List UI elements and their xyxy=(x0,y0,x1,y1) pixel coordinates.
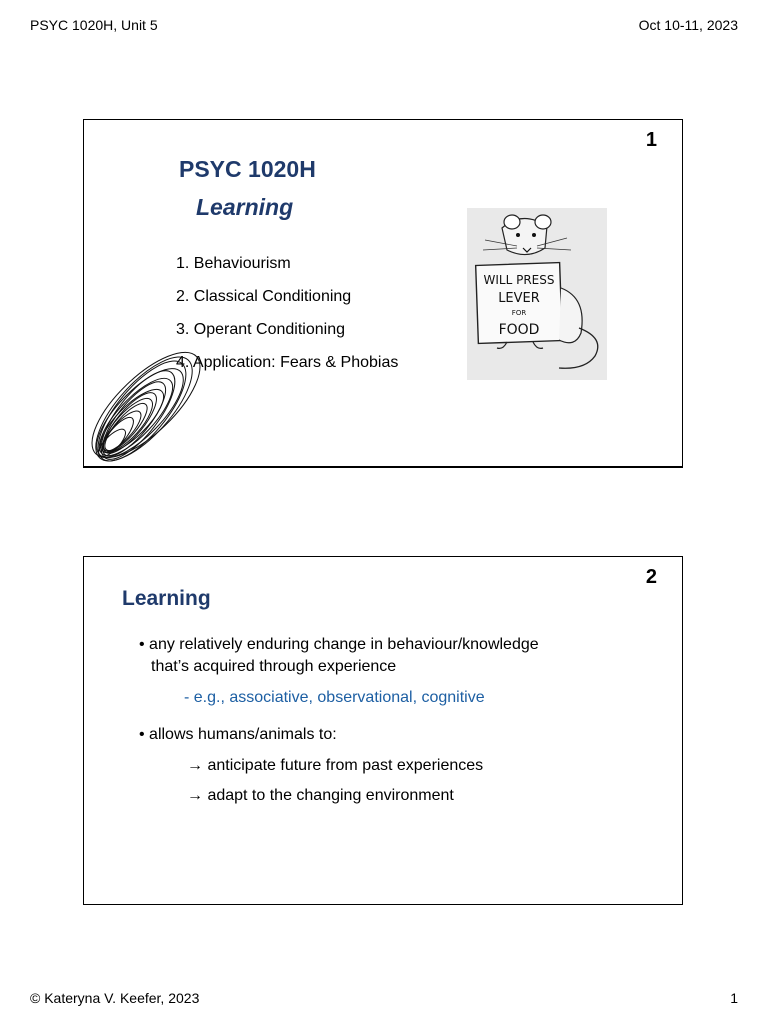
slide-number: 2 xyxy=(645,566,657,588)
list-item: 3. Operant Conditioning xyxy=(176,321,345,338)
bullet-text: • any relatively enduring change in behaviour/knowledge xyxy=(139,636,539,653)
bullet-text-continued: that’s acquired through experience xyxy=(151,658,397,675)
sign-line: WILL PRESS xyxy=(483,273,555,287)
slide-title: PSYC 1020H xyxy=(179,156,316,182)
list-item: 1. Behaviourism xyxy=(176,255,291,272)
sign-line: FOR xyxy=(511,309,527,317)
copyright-footer: © Kateryna V. Keefer, 2023 xyxy=(30,990,200,1006)
sign-line: FOOD xyxy=(498,322,540,338)
example-text: - e.g., associative, observational, cognitive xyxy=(184,689,485,706)
slide-number: 1 xyxy=(645,129,657,151)
slide-1 xyxy=(83,119,683,468)
arrow-point: → adapt to the changing environment xyxy=(187,787,454,804)
sign-line: LEVER xyxy=(498,291,540,306)
rat-sign-illustration xyxy=(467,208,607,380)
page-number: 1 xyxy=(730,990,738,1006)
bullet-purpose: • allows humans/animals to: xyxy=(139,726,337,743)
pen-scribble-mark xyxy=(82,335,227,475)
arrow-point: → anticipate future from past experiences xyxy=(187,757,484,774)
list-item: 2. Classical Conditioning xyxy=(176,288,352,305)
slide-2 xyxy=(83,556,683,905)
bullet-definition xyxy=(139,634,639,678)
slide-title: Learning xyxy=(122,587,211,610)
list-item: 4. Application: Fears & Phobias xyxy=(176,354,399,371)
page-header-left: PSYC 1020H, Unit 5 xyxy=(30,17,158,33)
page-header-right: Oct 10-11, 2023 xyxy=(638,17,738,33)
slide-subtitle: Learning xyxy=(196,194,294,220)
